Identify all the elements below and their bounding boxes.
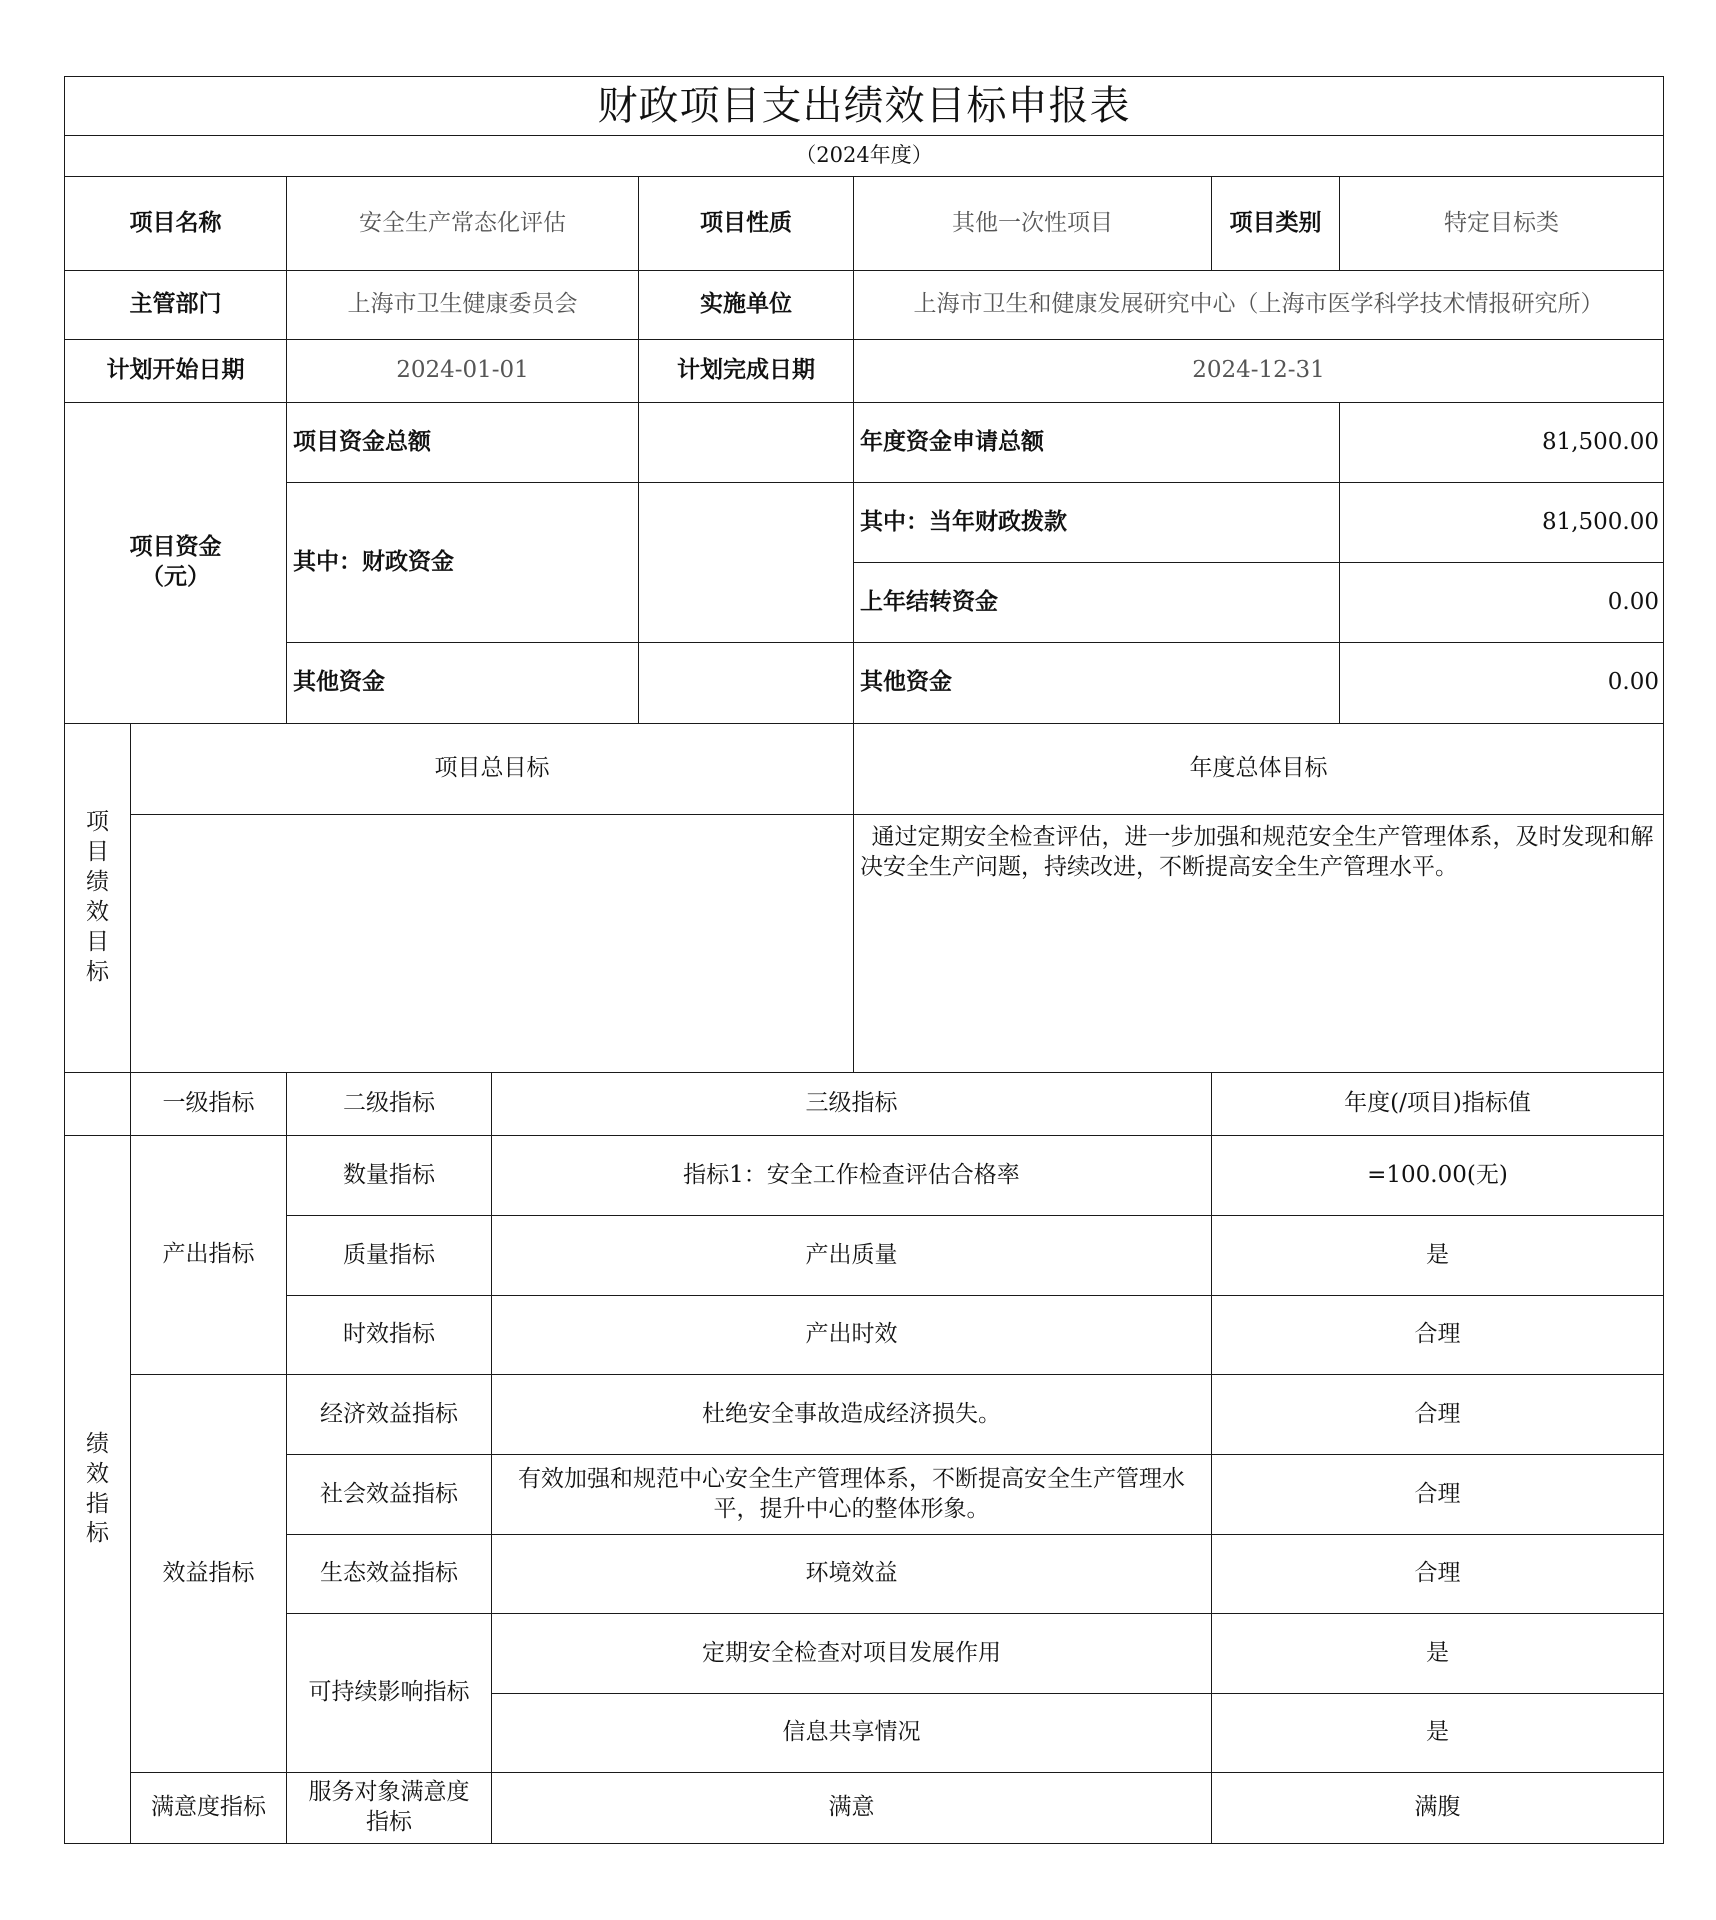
annual-goal-text: 通过定期安全检查评估，进一步加强和规范安全生产管理体系，及时发现和解决安全生产问题，持续改进，不断提高安全生产管理水平。 — [853, 814, 1664, 1073]
performance-target-form — [64, 76, 1664, 1844]
form-year: （2024年度） — [64, 135, 1664, 177]
indicator-level3: 产出时效 — [491, 1295, 1212, 1375]
carryover-value: 0.00 — [1339, 562, 1664, 643]
header-level3: 三级指标 — [491, 1072, 1212, 1136]
indicator-value: 是 — [1211, 1215, 1664, 1296]
funds-other-label: 其他资金 — [286, 642, 639, 724]
project-category-value: 特定目标类 — [1339, 176, 1664, 271]
indicator-level3: 环境效益 — [491, 1534, 1212, 1614]
indicator-value: 是 — [1211, 1613, 1664, 1694]
group-output: 产出指标 — [130, 1135, 287, 1375]
indicator-level2: 服务对象满意度指标 — [286, 1772, 492, 1844]
indicator-level3: 产出质量 — [491, 1215, 1212, 1296]
funds-section-label: 项目资金 （元） — [64, 402, 287, 724]
group-satisfaction: 满意度指标 — [130, 1772, 287, 1844]
indicator-value: 合理 — [1211, 1534, 1664, 1614]
implementing-unit-label: 实施单位 — [638, 270, 854, 340]
header-level1: 一级指标 — [130, 1072, 287, 1136]
project-nature-label: 项目性质 — [638, 176, 854, 271]
annual-other-value: 0.00 — [1339, 642, 1664, 724]
indicator-value: =100.00(无) — [1211, 1135, 1664, 1216]
annual-total-value: 81,500.00 — [1339, 402, 1664, 483]
indicator-level3: 满意 — [491, 1772, 1212, 1844]
indicator-level3: 指标1：安全工作检查评估合格率 — [491, 1135, 1212, 1216]
group-benefit: 效益指标 — [130, 1374, 287, 1773]
indicator-level2: 生态效益指标 — [286, 1534, 492, 1614]
department-label: 主管部门 — [64, 270, 287, 340]
indicator-value: 合理 — [1211, 1454, 1664, 1535]
header-value: 年度(/项目)指标值 — [1211, 1072, 1664, 1136]
indicator-value: 满腹 — [1211, 1772, 1664, 1844]
indicator-value: 合理 — [1211, 1374, 1664, 1455]
funds-total-value — [638, 402, 854, 483]
indicator-level2: 时效指标 — [286, 1295, 492, 1375]
project-name-label: 项目名称 — [64, 176, 287, 271]
end-date-label: 计划完成日期 — [638, 339, 854, 403]
indicator-level3: 有效加强和规范中心安全生产管理体系，不断提高安全生产管理水平，提升中心的整体形象。 — [491, 1454, 1212, 1535]
indicator-level3: 杜绝安全事故造成经济损失。 — [491, 1374, 1212, 1455]
form-title: 财政项目支出绩效目标申报表 — [64, 76, 1664, 136]
overall-goal-text — [130, 814, 854, 1073]
funds-fiscal-label: 其中：财政资金 — [286, 482, 639, 643]
indicators-section-text: 绩效指标 — [86, 1430, 109, 1547]
indicator-level2: 社会效益指标 — [286, 1454, 492, 1535]
funds-fiscal-value — [638, 482, 854, 643]
annual-goal-header: 年度总体目标 — [853, 723, 1664, 815]
indicator-level3: 信息共享情况 — [491, 1693, 1212, 1773]
indicator-level2: 数量指标 — [286, 1135, 492, 1216]
header-level2: 二级指标 — [286, 1072, 492, 1136]
indicator-value: 是 — [1211, 1693, 1664, 1773]
department-value: 上海市卫生健康委员会 — [286, 270, 639, 340]
indicator-level3: 定期安全检查对项目发展作用 — [491, 1613, 1212, 1694]
indicator-value: 合理 — [1211, 1295, 1664, 1375]
indicator-level2: 经济效益指标 — [286, 1374, 492, 1455]
indicators-section-label — [64, 1135, 131, 1844]
goals-section-label — [64, 723, 131, 1073]
current-appropriation-label: 其中：当年财政拨款 — [853, 482, 1340, 563]
current-appropriation-value: 81,500.00 — [1339, 482, 1664, 563]
annual-total-label: 年度资金申请总额 — [853, 402, 1340, 483]
goals-section-text: 项目绩效目标 — [86, 809, 109, 985]
start-date-label: 计划开始日期 — [64, 339, 287, 403]
project-category-label: 项目类别 — [1211, 176, 1340, 271]
indicator-level2: 质量指标 — [286, 1215, 492, 1296]
overall-goal-header: 项目总目标 — [130, 723, 854, 815]
indicators-header-blank — [64, 1072, 131, 1136]
start-date-value: 2024-01-01 — [286, 339, 639, 403]
funds-other-value — [638, 642, 854, 724]
indicator-level2: 可持续影响指标 — [286, 1613, 492, 1773]
project-nature-value: 其他一次性项目 — [853, 176, 1212, 271]
implementing-unit-value: 上海市卫生和健康发展研究中心（上海市医学科学技术情报研究所） — [853, 270, 1664, 340]
funds-total-label: 项目资金总额 — [286, 402, 639, 483]
carryover-label: 上年结转资金 — [853, 562, 1340, 643]
annual-other-label: 其他资金 — [853, 642, 1340, 724]
end-date-value: 2024-12-31 — [853, 339, 1664, 403]
project-name-value: 安全生产常态化评估 — [286, 176, 639, 271]
